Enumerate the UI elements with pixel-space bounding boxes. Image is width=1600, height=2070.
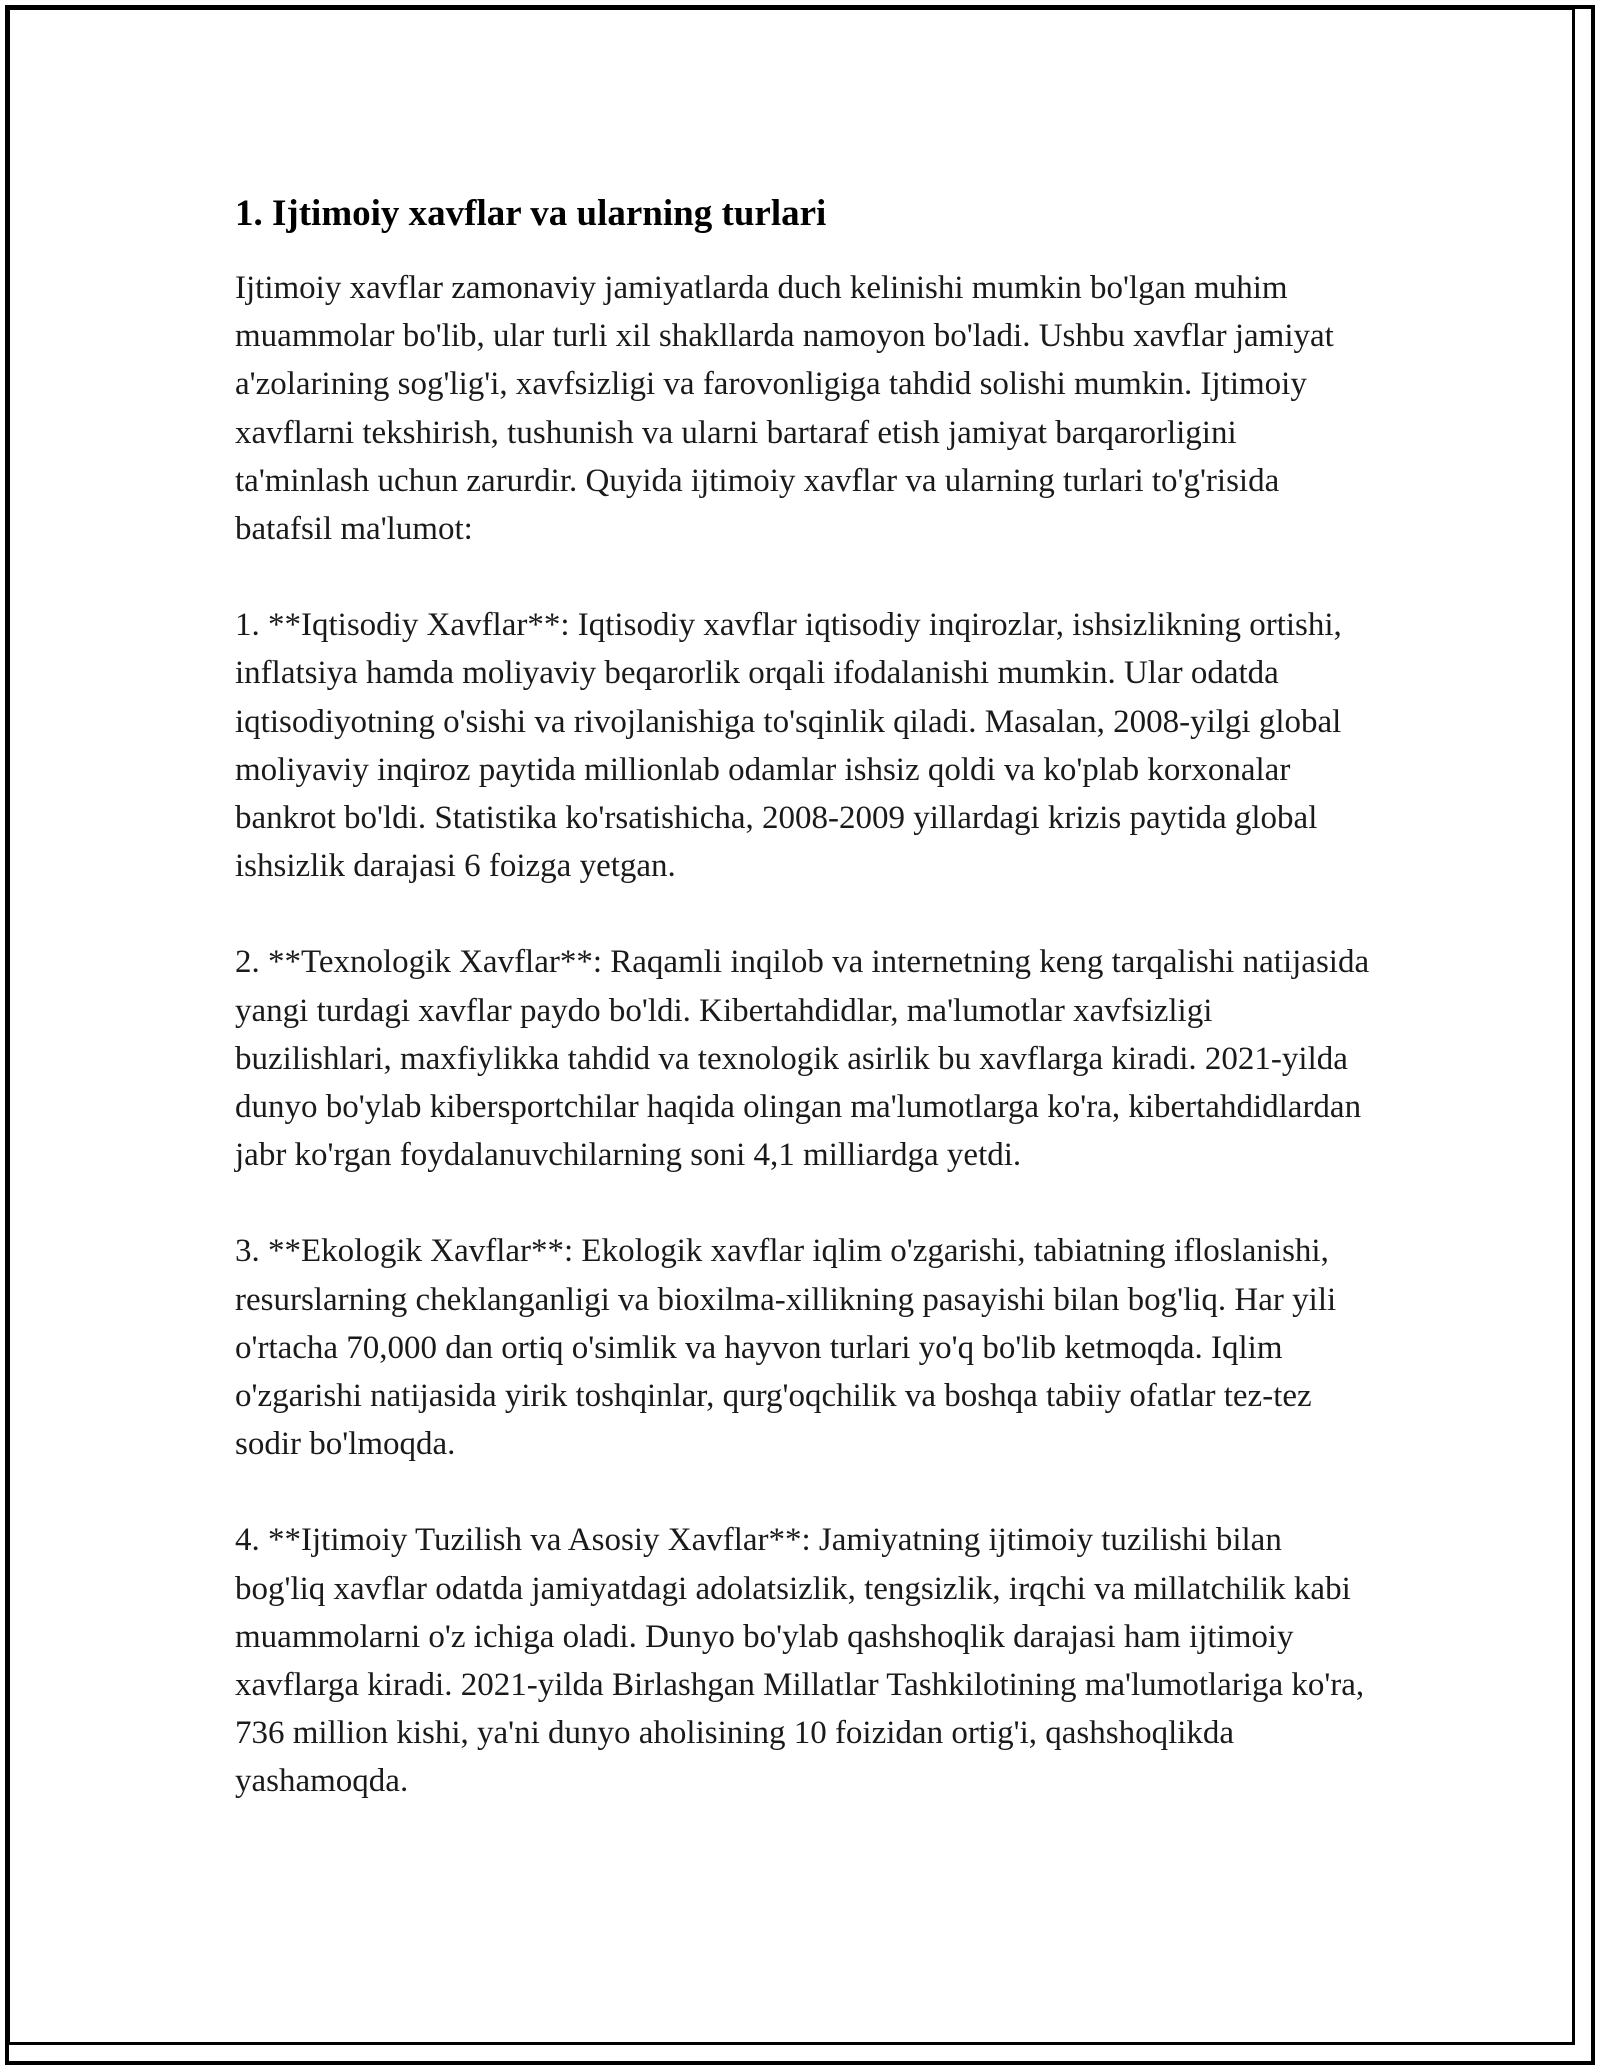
intro-paragraph: Ijtimoiy xavflar zamonaviy jamiyatlarda duch kelinishi mumkin bo'lgan muhim muammolar bo'lib, ular turli xil shakllarda namoyon bo'ladi. Ushbu xavflar jamiyat a'zolarining sog'lig'i, xavfsizligi va farovonligiga tahdid solishi mumkin. Ijtimoiy xavflarni tekshirish, tushunish va ularni bartaraf etish jamiyat barqarorligini ta'minlash uchun zarurdir. Quyida ijtimoiy xavflar va ularning turlari to'g'risida batafsil ma'lumot: <box>235 270 1334 548</box>
ecological-risks-paragraph: 3. **Ekologik Xavflar**: Ekologik xavflar iqlim o'zgarishi, tabiatning ifloslanishi, resurslarning cheklanganligi va bioxilma-xillikning pasayishi bilan bog'liq. Har yili o'rtacha 70,000 dan ortiq o'simlik va hayvon turlari yo'q bo'lib ketmoqda. Iqlim o'zgarishi natijasida yirik toshqinlar, qurg'oqchilik va boshqa tabiiy ofatlar tez-tez sodir bo'lmoqda. <box>235 1233 1337 1463</box>
technological-risks-paragraph: 2. **Texnologik Xavflar**: Raqamli inqilob va internetning keng tarqalishi natijasida yangi turdagi xavflar paydo bo'ldi. Kibertahdidlar, ma'lumotlar xavfsizligi buzilishlari, maxfiylikka tahdid va texnologik asirlik bu xavflarga kiradi. 2021-yilda dunyo bo'ylab kibersportchilar haqida olingan ma'lumotlarga ko'ra, kibertahdidlardan jabr ko'rgan foydalanuvchilarning soni 4,1 milliardga yetdi. <box>235 944 1370 1174</box>
section-heading: 1. Ijtimoiy xavflar va ularning turlari <box>235 193 827 234</box>
economic-risks-paragraph: 1. **Iqtisodiy Xavflar**: Iqtisodiy xavflar iqtisodiy inqirozlar, ishsizlikning ortishi, inflatsiya hamda moliyaviy beqarorlik orqali ifodalanishi mumkin. Ular odatda iqtisodiyotning o'sishi va rivojlanishiga to'sqinlik qiladi. Masalan, 2008-yilgi global moliyaviy inqiroz paytida millionlab odamlar ishsiz qoldi va ko'plab korxonalar bankrot bo'ldi. Statistika ko'rsatishicha, 2008-2009 yillardagi krizis paytida global ishsizlik darajasi 6 foizga yetgan. <box>235 607 1342 885</box>
social-structure-risks-paragraph: 4. **Ijtimoiy Tuzilish va Asosiy Xavflar**: Jamiyatning ijtimoiy tuzilishi bilan bog'liq xavflar odatda jamiyatdagi adolatsizlik, tengsizlik, irqchi va millatchilik kabi muammolarni o'z ichiga oladi. Dunyo bo'ylab qashshoqlik darajasi ham ijtimoiy xavflarga kiradi. 2021-yilda Birlashgan Millatlar Tashkilotining ma'lumotlariga ko'ra, 736 million kishi, ya'ni dunyo aholisining 10 foizidan ortig'i, qashshoqlikda yashamoqda. <box>235 1522 1365 1800</box>
document-content <box>235 188 1375 1806</box>
